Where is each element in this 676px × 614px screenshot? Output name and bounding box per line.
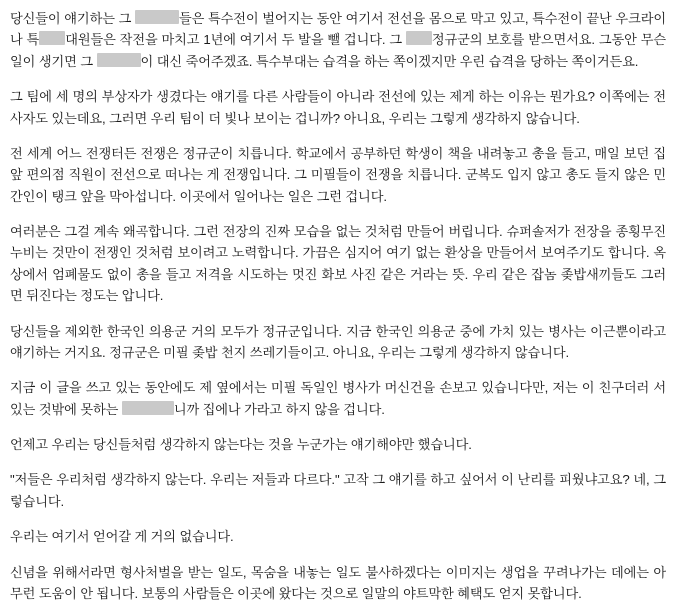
paragraph (10, 221, 666, 307)
paragraph-text: 이 대신 죽어주겠죠. 특수부대는 습격을 하는 쪽이겠지만 우린 습격을 당하는 쪽이거든요. (140, 53, 639, 69)
paragraph (10, 8, 666, 72)
paragraph-text: 니까 집에나 가라고 하지 않을 겁니다. (173, 401, 385, 417)
paragraph (10, 469, 666, 512)
paragraph (10, 526, 666, 547)
paragraph-text: 전 세계 어느 전쟁터든 전쟁은 정규군이 치릅니다. 학교에서 공부하던 학생이 책을 내려놓고 총을 들고, 매일 보던 집 앞 편의점 직원이 전선으로 떠나는 게 전쟁입니다. 그 미필들이 전쟁을 치릅니다. 군복도 입지 않고 총도 들지 않은 민간인이 탱크 앞을 막아섭니다. 이곳에서 일어나는 일은 그런 겁니다. (10, 145, 666, 204)
paragraph-text: 지금 이 글을 쓰고 있는 동안에도 제 옆에서는 미필 독일인 병사가 머신건을 손보고 있습니다만, 저는 이 친구더러 서있는 것밖에 못하는 (10, 380, 667, 417)
paragraph (10, 86, 666, 129)
paragraph-text: 당신들이 얘기하는 그 (10, 11, 135, 26)
paragraph-text: 그 팀에 세 명의 부상자가 생겼다는 얘기를 다른 사람들이 아니라 전선에 있는 제게 하는 이유는 뭔가요? 이쪽에는 전사자도 있는데요, 그러면 우리 팀이 더 빛나 보이는 겁니까? 아니요, 우리는 그렇게 생각하지 않습니다. (10, 89, 666, 126)
paragraph (10, 143, 666, 207)
redaction-block (406, 31, 432, 45)
paragraph-text: "저들은 우리처럼 생각하지 않는다. 우리는 저들과 다르다." 고작 그 얘기를 하고 싶어서 이 난리를 피웠냐고요? 네, 그렇습니다. (10, 472, 666, 509)
paragraph-text: 우리는 여기서 얻어갈 게 거의 없습니다. (10, 529, 234, 545)
paragraph-text: 대원들은 작전을 마치고 1년에 여기서 두 발을 뺄 겁니다. 그 (65, 32, 406, 48)
paragraph-text: 당신들을 제외한 한국인 의용군 거의 모두가 정규군입니다. 지금 한국인 의용군 중에 가치 있는 병사는 이근뿐이라고 얘기하는 거지요. 정규군은 미필 좆밥 천지 쓰레기들이고. 아니요, 우리는 그렇게 생각하지 않습니다. (10, 323, 666, 360)
paragraph (10, 321, 666, 364)
paragraph-text: 들은 특수전이 벌어지는 동안 여기서 전선을 몸으로 막고 있고, 특수전이 끝난 우크라이나 특 (10, 11, 666, 48)
paragraph-text: 언제고 우리는 당신들처럼 생각하지 않는다는 것을 누군가는 얘기해야만 했습니다. (10, 437, 472, 452)
paragraph (10, 434, 666, 455)
redaction-block (39, 31, 65, 45)
redaction-block (97, 53, 141, 67)
paragraph (10, 562, 666, 605)
paragraph-text: 정규군의 보호를 받으면서요. 그동안 무슨 일이 생기면 그 (10, 32, 667, 69)
paragraph-text: 여러분은 그걸 계속 왜곡합니다. 그런 전장의 진짜 모습을 없는 것처럼 만들어 버립니다. 슈퍼솔저가 전장을 종횡무진 누비는 것만이 전쟁인 것처럼 보이려고 노력합니다. 가끔은 심지어 여기 없는 환상을 만들어서 보여주기도 합니다. 옥상에서 엄폐물도 없이 총을 들고 저격을 시도하는 멋진 화보 사진 같은 거라는 뜻. 우리 같은 잡놈 좆밥새끼들도 그러면 뒤진다는 정도는 압니다. (10, 224, 666, 304)
paragraph-text: 신념을 위해서라면 형사처벌을 받는 일도, 목숨을 내놓는 일도 불사하겠다는 이미지는 생업을 꾸려나가는 데에는 아무런 도움이 안 됩니다. 보통의 사람들은 이곳에 왔다는 것으로 일말의 야트막한 혜택도 얻지 못합니다. (10, 564, 666, 601)
redaction-block (135, 10, 179, 24)
paragraph (10, 377, 666, 420)
redaction-block (122, 401, 174, 415)
